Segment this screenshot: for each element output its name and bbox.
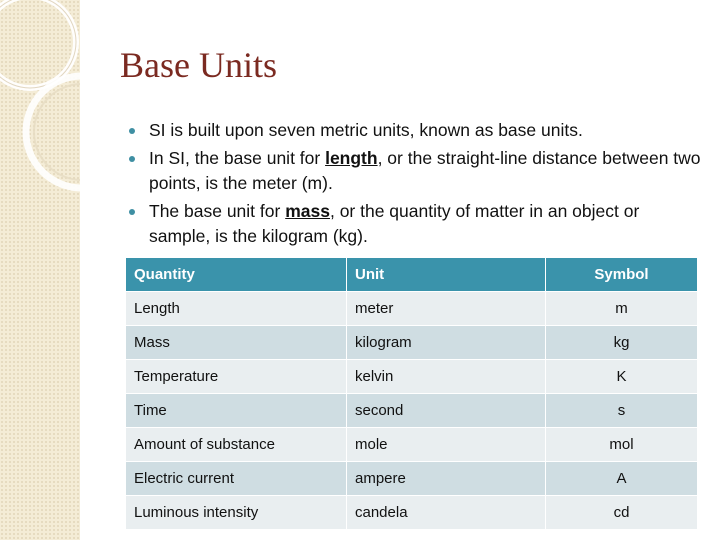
- table-row: [126, 496, 698, 530]
- cell-symbol: cd: [546, 496, 698, 530]
- cell-unit: candela: [347, 496, 546, 530]
- bullet-text-pre: In SI, the base unit for: [149, 148, 326, 168]
- header-unit: Unit: [347, 258, 546, 292]
- cell-symbol: A: [546, 462, 698, 496]
- decorative-sidebar: [0, 0, 80, 540]
- table-row: [126, 326, 698, 360]
- decorative-rings-graphic: [0, 0, 80, 540]
- cell-quantity: Temperature: [126, 360, 347, 394]
- cell-symbol: s: [546, 394, 698, 428]
- cell-unit: kelvin: [347, 360, 546, 394]
- base-units-table: [125, 257, 698, 530]
- cell-unit: kilogram: [347, 326, 546, 360]
- bullet-item: [128, 118, 703, 143]
- cell-symbol: K: [546, 360, 698, 394]
- table-row: [126, 394, 698, 428]
- cell-symbol: m: [546, 292, 698, 326]
- bullet-icon: [129, 128, 135, 134]
- bullet-icon: [129, 156, 135, 162]
- cell-symbol: kg: [546, 326, 698, 360]
- cell-unit: second: [347, 394, 546, 428]
- bullet-list: [128, 118, 703, 252]
- bullet-keyword: mass: [285, 201, 330, 221]
- bullet-text: SI is built upon seven metric units, known as base units.: [149, 120, 583, 140]
- bullet-text-post: , or the quantity of matter in an object or sample, is the kilogram (kg).: [149, 201, 640, 246]
- cell-unit: ampere: [347, 462, 546, 496]
- cell-quantity: Time: [126, 394, 347, 428]
- table-header-row: [126, 258, 698, 292]
- cell-unit: mole: [347, 428, 546, 462]
- slide-title: Base Units: [120, 45, 277, 85]
- bullet-item: [128, 146, 703, 196]
- cell-quantity: Length: [126, 292, 347, 326]
- cell-quantity: Amount of substance: [126, 428, 347, 462]
- table-row: [126, 428, 698, 462]
- bullet-keyword: length: [325, 148, 378, 168]
- cell-quantity: Electric current: [126, 462, 347, 496]
- table-row: [126, 292, 698, 326]
- table-row: [126, 360, 698, 394]
- bullet-item: [128, 199, 703, 249]
- bullet-text-post: , or the straight-line distance between two points, is the meter (m).: [149, 148, 701, 193]
- cell-quantity: Luminous intensity: [126, 496, 347, 530]
- header-quantity: Quantity: [126, 258, 347, 292]
- cell-symbol: mol: [546, 428, 698, 462]
- header-symbol: Symbol: [546, 258, 698, 292]
- cell-quantity: Mass: [126, 326, 347, 360]
- cell-unit: meter: [347, 292, 546, 326]
- bullet-text-pre: The base unit for: [149, 201, 286, 221]
- bullet-icon: [129, 209, 135, 215]
- table-row: [126, 462, 698, 496]
